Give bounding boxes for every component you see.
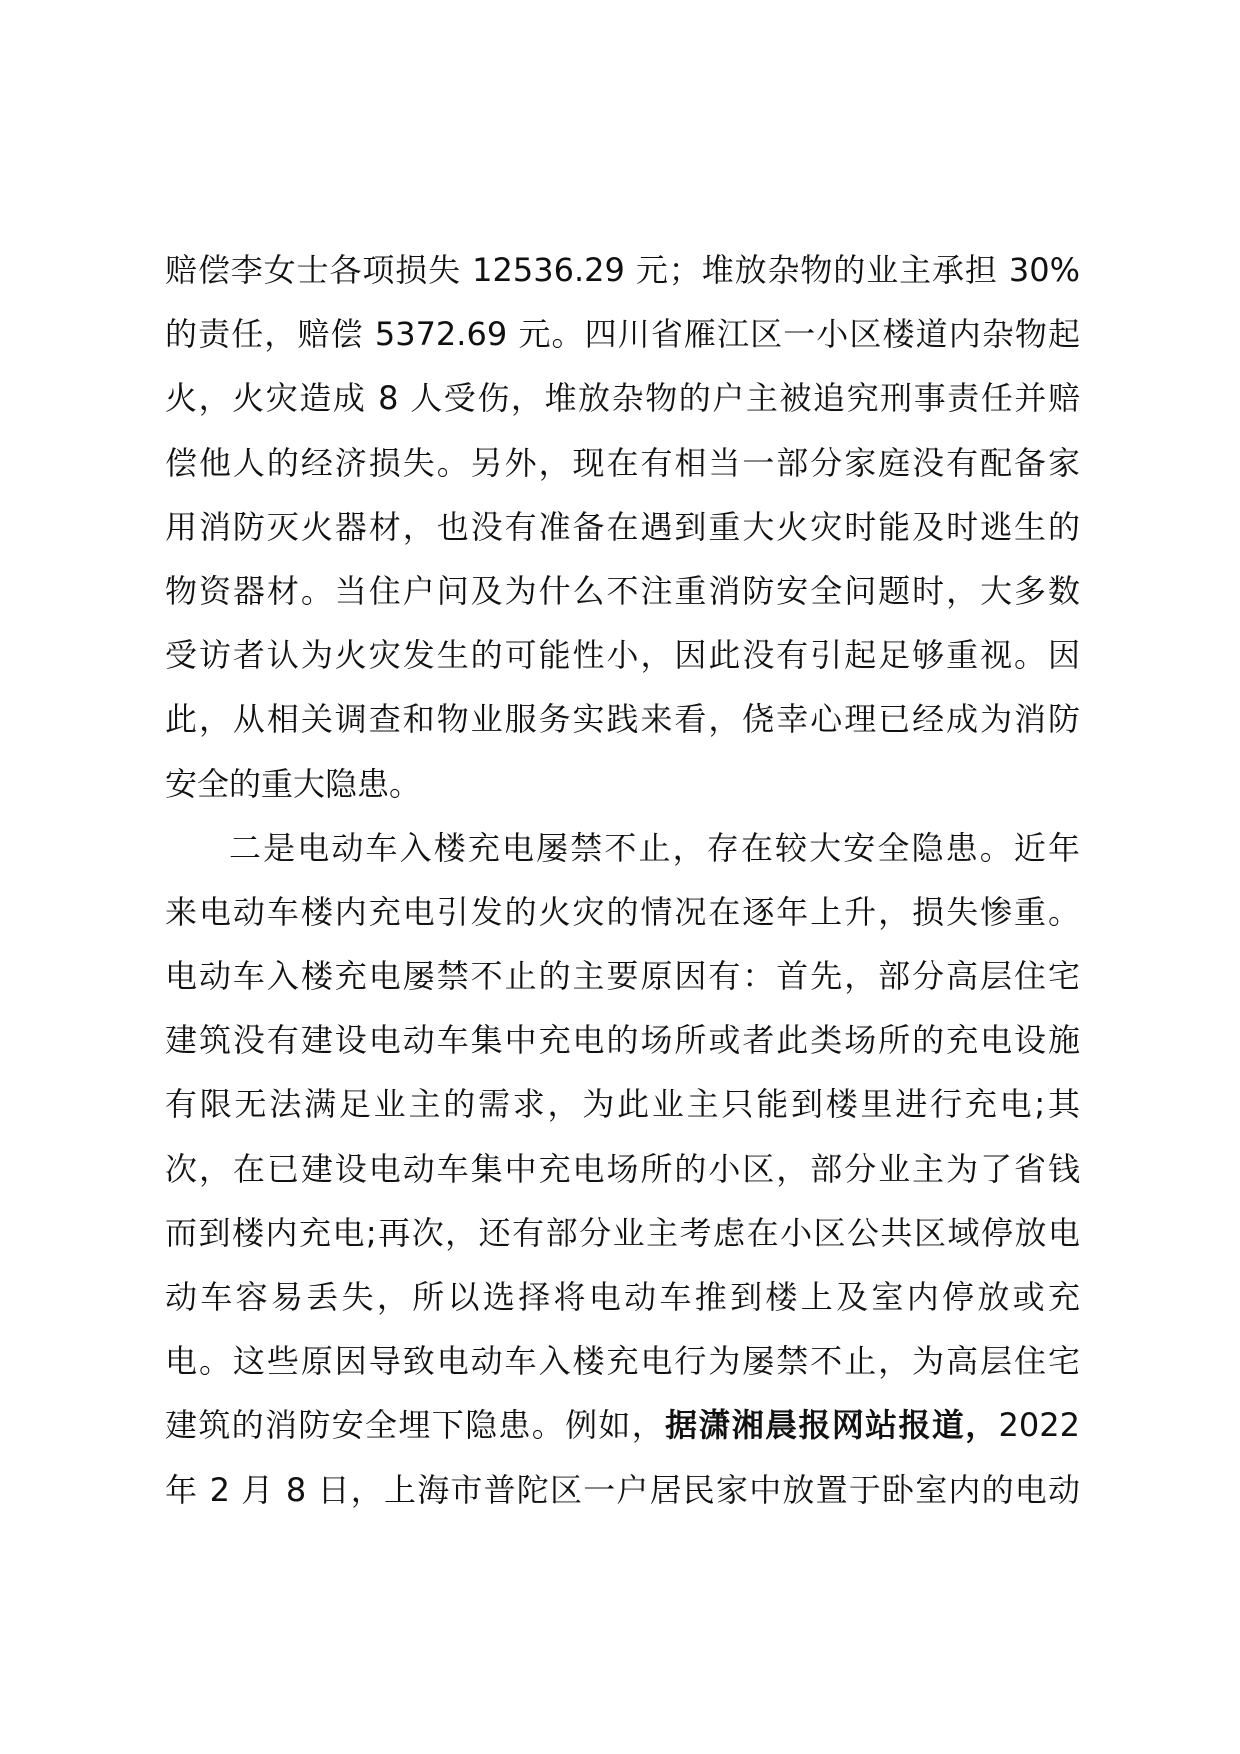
text-line: 建筑没有建设电动车集中充电的场所或者此类场所的充电设施 bbox=[165, 1021, 1080, 1060]
bold-source-citation: 据潇湘晨报网站报道， bbox=[665, 1406, 999, 1445]
paragraph-1 bbox=[165, 238, 1080, 816]
text-line: 二是电动车入楼充电屡禁不止，存在较大安全隐患。近年 bbox=[229, 828, 1080, 867]
text-line: 动车容易丢失，所以选择将电动车推到楼上及室内停放或充 bbox=[165, 1278, 1080, 1316]
text-line: 偿他人的经济损失。另外，现在有相当一部分家庭没有配备家 bbox=[165, 443, 1080, 482]
text-line: 而到楼内充电;再次，还有部分业主考虑在小区公共区域停放电 bbox=[165, 1213, 1080, 1252]
text-line: 年 2 月 8 日，上海市普陀区一户居民家中放置于卧室内的电动 bbox=[165, 1470, 1080, 1509]
paragraph-2 bbox=[165, 816, 1080, 1522]
text-line: 电动车入楼充电屡禁不止的主要原因有：首先，部分高层住宅 bbox=[165, 957, 1080, 996]
text-line: 赔偿李女士各项损失 12536.29 元；堆放杂物的业主承担 30% bbox=[165, 251, 1080, 289]
text-line: 用消防灭火器材，也没有准备在遇到重大火灾时能及时逃生的 bbox=[165, 507, 1080, 546]
text-segment: 建筑的消防安全埋下隐患。例如， bbox=[165, 1406, 666, 1445]
text-line-with-bold bbox=[165, 1393, 1080, 1457]
text-line: 此，从相关调查和物业服务实践来看，侥幸心理已经成为消防 bbox=[165, 700, 1080, 739]
text-line: 受访者认为火灾发生的可能性小，因此没有引起足够重视。因 bbox=[165, 636, 1080, 675]
text-line: 电。这些原因导致电动车入楼充电行为屡禁不止，为高层住宅 bbox=[165, 1342, 1080, 1381]
text-line: 来电动车楼内充电引发的火灾的情况在逐年上升，损失惨重。 bbox=[165, 892, 1080, 931]
text-line: 火，火灾造成 8 人受伤，堆放杂物的户主被追究刑事责任并赔 bbox=[165, 379, 1080, 418]
text-line: 有限无法满足业主的需求，为此业主只能到楼里进行充电;其 bbox=[165, 1085, 1080, 1124]
text-line: 物资器材。当住户问及为什么不注重消防安全问题时，大多数 bbox=[165, 571, 1080, 610]
text-line: 次，在已建设电动车集中充电场所的小区，部分业主为了省钱 bbox=[165, 1149, 1080, 1188]
text-line: 安全的重大隐患。 bbox=[165, 764, 422, 803]
text-segment: 2022 bbox=[998, 1406, 1080, 1445]
text-line: 的责任，赔偿 5372.69 元。四川省雁江区一小区楼道内杂物起 bbox=[165, 315, 1080, 354]
body-text bbox=[165, 238, 1080, 1522]
